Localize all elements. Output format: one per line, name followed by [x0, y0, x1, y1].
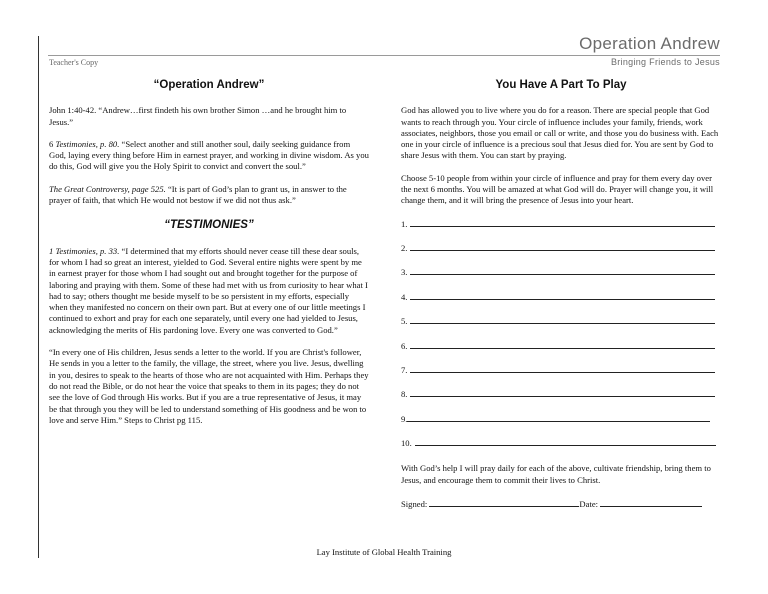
- prayer-name-field[interactable]: [407, 413, 710, 422]
- prayer-line: [401, 291, 721, 303]
- right-column: [401, 80, 721, 510]
- prayer-line-number: 9.: [401, 413, 408, 424]
- left-column: [49, 80, 369, 437]
- prayer-line-number: 4.: [401, 291, 408, 302]
- john-quote: John 1:40-42. “Andrew…first findeth his own brother Simon …and he brought him to Jesus.”: [49, 105, 347, 127]
- prayer-line: [401, 315, 721, 327]
- prayer-list: [401, 218, 721, 450]
- quote-text: “Select another and still another soul, daily seeking guidance from God, laying every thing before Him in earnest prayer, and working in divine wisdom. As you do this, God will give you the Holy Spirit to convict and convert the soul.”: [49, 138, 369, 172]
- quote-text: “It is part of God’s plan to grant us, in answer to the prayer of faith, that which He would not bestow if we did not thus ask.”: [49, 183, 347, 206]
- signed-label: Signed:: [401, 499, 428, 510]
- date-field[interactable]: [600, 498, 702, 507]
- great-controversy-quote: [49, 184, 369, 207]
- prayer-line: [401, 413, 721, 425]
- prayer-line-number: 10.: [401, 438, 412, 449]
- prayer-line: [401, 266, 721, 278]
- testimonies-6-quote: [49, 139, 369, 173]
- choose-people-paragraph: Choose 5-10 people from within your circle of influence and pray for them every day over the next 6 months. You will be amazed at what God will do. Prayer will change you, it will change them, and it will bring the presence of Jesus into your heart.: [401, 172, 714, 206]
- quote-ref-italic: 1 Testimonies, p. 33.: [49, 245, 120, 256]
- prayer-line: [401, 437, 721, 449]
- signature-row: [401, 498, 721, 510]
- teacher-copy-label: Teacher's Copy: [49, 58, 99, 67]
- prayer-line-number: 7.: [401, 365, 408, 376]
- quote-ref-italic: The Great Controversy, page 525.: [49, 183, 166, 194]
- prayer-line: [401, 364, 721, 376]
- header-rule: [48, 55, 720, 56]
- operation-andrew-heading: “Operation Andrew”: [153, 79, 265, 91]
- prayer-name-field[interactable]: [410, 388, 715, 397]
- prayer-line-number: 2.: [401, 243, 408, 254]
- page-header-title: Operation Andrew: [579, 34, 720, 53]
- page-footer: Lay Institute of Global Health Training: [316, 547, 452, 557]
- prayer-name-field[interactable]: [415, 437, 716, 446]
- prayer-line-number: 3.: [401, 267, 408, 278]
- page-header-subtitle: Bringing Friends to Jesus: [610, 57, 720, 67]
- signature-field[interactable]: [429, 498, 579, 507]
- date-label: Date:: [579, 499, 599, 510]
- part-to-play-heading: You Have A Part To Play: [495, 79, 627, 91]
- prayer-name-field[interactable]: [410, 242, 715, 251]
- prayer-line-number: 5.: [401, 316, 408, 327]
- commitment-paragraph: With God’s help I will pray daily for each of the above, cultivate friendship, bring them to Jesus, and encourage them to commit their lives to Christ.: [401, 463, 711, 485]
- testimonies-1-quote: [49, 246, 369, 336]
- prayer-line: [401, 388, 721, 400]
- prayer-name-field[interactable]: [410, 364, 715, 373]
- prayer-line: [401, 218, 721, 230]
- quote-text: “I determined that my efforts should never cease till these dear souls, for whom I had so great an interest, yielded to God. Several entire nights were spent by me in earnest prayer for those whom I had sought out and brought together for the purpose of laboring and praying with them. Some of these had met with us from curiosity to hear what I had to say; others thought me beside myself to be so persistent in my efforts, especially when they manifested no concern on their own part. But at every one of our little meetings I continued to exhort and pray for each one separately, until every one had yielded to Jesus, acknowledging the merits of His pardoning love. Every one was converted to God.”: [49, 245, 368, 335]
- prayer-line: [401, 242, 721, 254]
- prayer-name-field[interactable]: [410, 218, 715, 227]
- prayer-line-number: 1.: [401, 218, 408, 229]
- steps-to-christ-quote: “In every one of His children, Jesus sends a letter to the world. If you are Christ's follower, He sends in you a letter to the family, the village, the street, where you live. Jesus, dwelling in you, desires to speak to the hearts of those who are not acquainted with Him. Perhaps they do not read the Bible, or do not hear the voice that speaks to them in its pages; they do not see the love of God through His works. But if you are a true representative of Jesus, it may be that through you they will be led to understand something of His goodness and be won to love and serve Him.” Steps to Christ pg 115.: [49, 347, 369, 425]
- testimonies-heading: “TESTIMONIES”: [164, 219, 254, 232]
- quote-ref-italic: Testimonies, p. 80.: [55, 138, 120, 149]
- prayer-name-field[interactable]: [410, 266, 715, 275]
- quote-ref: 6: [49, 138, 56, 149]
- prayer-name-field[interactable]: [410, 315, 715, 324]
- prayer-line-number: 8.: [401, 389, 408, 400]
- prayer-name-field[interactable]: [410, 340, 715, 349]
- prayer-name-field[interactable]: [410, 291, 715, 300]
- prayer-line: [401, 340, 721, 352]
- prayer-line-number: 6.: [401, 340, 408, 351]
- left-margin-rule: [38, 36, 39, 558]
- circle-of-influence-paragraph: God has allowed you to live where you do for a reason. There are special people that God wants to reach through you. Your circle of influence includes your family, friends, work associates, neighbors, those you email or call or write, and those you do business with. Each one in your circle of influence is a precious soul that Jesus died for. You are sent by God to share Jesus with them. You can start by praying.: [401, 105, 719, 161]
